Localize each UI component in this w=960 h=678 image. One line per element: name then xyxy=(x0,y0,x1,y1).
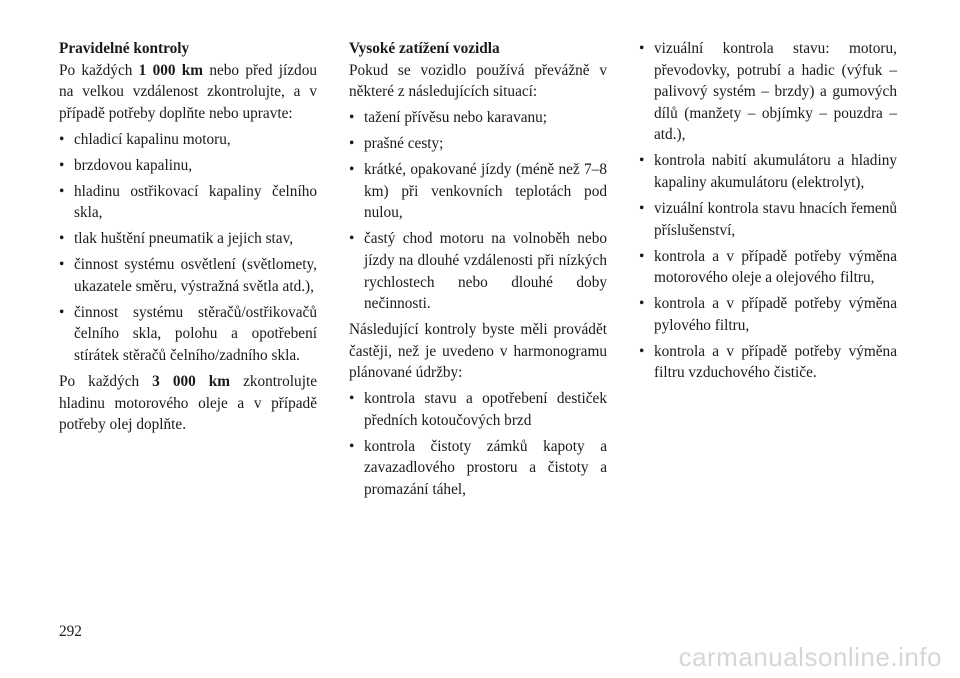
watermark: carmanualsonline.info xyxy=(678,642,942,672)
regular-checks-list xyxy=(59,129,317,367)
outro-km: 3 000 km xyxy=(152,373,231,391)
list-item: • hladinu ostřikovací kapaliny čelního skla, xyxy=(59,181,317,224)
list-item: • kontrola a v případě potřeby výměna motorového oleje a olejového filtru, xyxy=(639,246,897,289)
list-item: • krátké, opakované jízdy (méně než 7–8 km) při venkovních teplotách pod nulou, xyxy=(349,159,607,224)
intro-paragraph xyxy=(59,60,317,125)
page-number: 292 xyxy=(59,623,82,640)
list-item: • činnost systému stěračů/ostřikovačů čelního skla, polohu a opotřebení stírátek stěračů čelního/zadního skla. xyxy=(59,302,317,367)
column-left xyxy=(59,38,317,436)
frequent-checks-list xyxy=(349,388,607,500)
section-heading-regular-checks: Pravidelné kontroly xyxy=(59,40,190,57)
intro-km: 1 000 km xyxy=(138,61,204,79)
list-item: • kontrola a v případě potřeby výměna pylového filtru, xyxy=(639,293,897,336)
list-item: • tlak huštění pneumatik a jejich stav, xyxy=(59,228,317,250)
frequent-checks-list-continued xyxy=(639,38,897,384)
outro-suffix: zkontrolujte hladinu motorového oleje a v případě potřeby olej doplňte. xyxy=(59,373,317,434)
list-item: • vizuální kontrola stavu hnacích řemenů příslušenství, xyxy=(639,198,897,241)
list-item: • brzdovou kapalinu, xyxy=(59,155,317,177)
list-item: • kontrola a v případě potřeby výměna filtru vzduchového čističe. xyxy=(639,341,897,384)
list-item: • kontrola nabití akumulátoru a hladiny kapaliny akumulátoru (elektrolyt), xyxy=(639,150,897,193)
intro-prefix: Po každých xyxy=(59,61,139,79)
list-item: • tažení přívěsu nebo karavanu; xyxy=(349,107,607,129)
column-middle xyxy=(349,38,607,501)
heavy-load-situations-list xyxy=(349,107,607,315)
heavy-load-intro: Pokud se vozidlo používá převážně v některé z následujících situací: xyxy=(349,61,607,101)
outro-prefix: Po každých xyxy=(59,373,153,391)
intro-suffix: nebo před jízdou na velkou vzdálenost zkontrolujte, a v případě potřeby doplňte nebo upravte: xyxy=(59,61,317,122)
list-item: • kontrola stavu a opotřebení destiček předních kotoučových brzd xyxy=(349,388,607,431)
list-item: • činnost systému osvětlení (světlomety, ukazatele směru, výstražná světla atd.), xyxy=(59,254,317,297)
list-item: • kontrola čistoty zámků kapoty a zavazadlového prostoru a čistoty a promazání táhel, xyxy=(349,436,607,501)
section-heading-heavy-load: Vysoké zatížení vozidla xyxy=(349,40,500,57)
column-right xyxy=(639,38,897,384)
list-item: • prašné cesty; xyxy=(349,133,607,155)
list-item: • častý chod motoru na volnoběh nebo jízdy na dlouhé vzdálenosti při nízkých rychlostech nebo dlouhé doby nečinnosti. xyxy=(349,228,607,314)
list-item: • chladicí kapalinu motoru, xyxy=(59,129,317,151)
list-item: • vizuální kontrola stavu: motoru, převodovky, potrubí a hadic (výfuk – palivový systém – brzdy) a gumových dílů (manžety – objímky – pouzdra – atd.), xyxy=(639,38,897,146)
frequent-checks-paragraph: Následující kontroly byste měli provádět častěji, než je uvedeno v harmonogramu plánované údržby: xyxy=(349,321,607,382)
outro-paragraph xyxy=(59,371,317,436)
